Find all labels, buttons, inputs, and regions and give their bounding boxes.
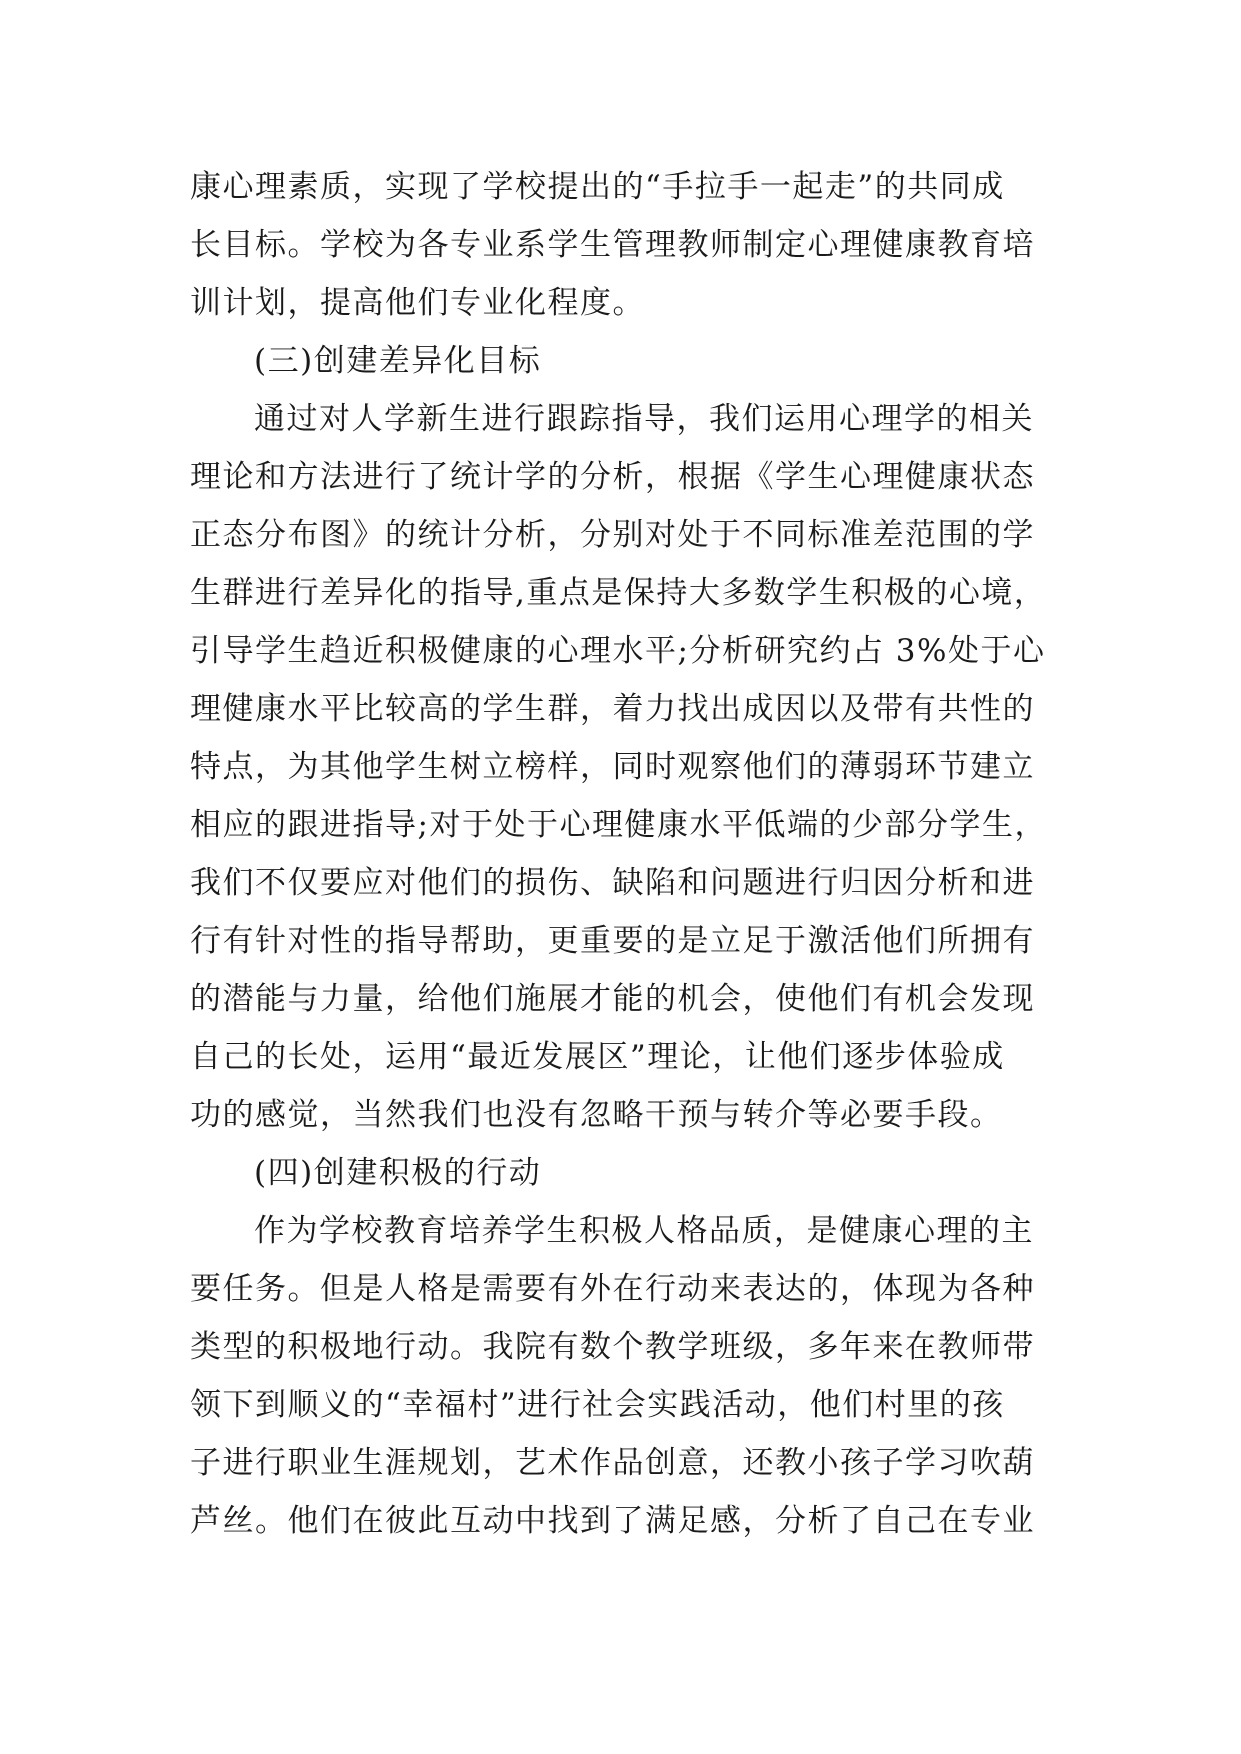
paragraph-line: 功的感觉，当然我们也没有忽略干预与转介等必要手段。: [190, 1097, 1003, 1133]
paragraph-line: 理论和方法进行了统计学的分析，根据《学生心理健康状态: [190, 459, 1035, 495]
paragraph-line: 要任务。但是人格是需要有外在行动来表达的，体现为各种: [190, 1271, 1035, 1307]
paragraph-line: 通过对人学新生进行跟踪指导，我们运用心理学的相关: [254, 401, 1034, 437]
paragraph-line: 相应的跟进指导;对于处于心理健康水平低端的少部分学生，: [190, 807, 1047, 843]
paragraph-line: 训计划，提高他们专业化程度。: [190, 285, 645, 321]
paragraph-line: 生群进行差异化的指导,重点是保持大多数学生积极的心境，: [190, 575, 1047, 611]
paragraph-line: 康心理素质，实现了学校提出的“手拉手一起走”的共同成: [190, 169, 1005, 205]
paragraph-line: 我们不仅要应对他们的损伤、缺陷和问题进行归因分析和进: [190, 865, 1035, 901]
section-heading-3: (三)创建差异化目标: [254, 343, 542, 379]
paragraph-line: 行有针对性的指导帮助，更重要的是立足于激活他们所拥有: [190, 923, 1035, 959]
paragraph-line: 的潜能与力量，给他们施展才能的机会，使他们有机会发现: [190, 981, 1035, 1017]
paragraph-line: 领下到顺义的“幸福村”进行社会实践活动，他们村里的孩: [190, 1387, 1005, 1423]
paragraph-line: 作为学校教育培养学生积极人格品质，是健康心理的主: [254, 1213, 1034, 1249]
paragraph-line: 正态分布图》的统计分析，分别对处于不同标准差范围的学: [190, 517, 1035, 553]
paragraph-line: 特点，为其他学生树立榜样，同时观察他们的薄弱环节建立: [190, 749, 1035, 785]
paragraph-line: 长目标。学校为各专业系学生管理教师制定心理健康教育培: [190, 227, 1035, 263]
paragraph-line: 理健康水平比较高的学生群，着力找出成因以及带有共性的: [190, 691, 1035, 727]
paragraph-line: 类型的积极地行动。我院有数个教学班级，多年来在教师带: [190, 1329, 1035, 1365]
section-heading-4: (四)创建积极的行动: [254, 1155, 542, 1191]
paragraph-line: 引导学生趋近积极健康的心理水平;分析研究约占 3%处于心: [190, 633, 1046, 669]
paragraph-line: 自己的长处，运用“最近发展区”理论，让他们逐步体验成: [190, 1039, 1005, 1075]
paragraph-line: 子进行职业生涯规划，艺术作品创意，还教小孩子学习吹葫: [190, 1445, 1035, 1481]
paragraph-line: 芦丝。他们在彼此互动中找到了满足感，分析了自己在专业: [190, 1503, 1035, 1539]
document-body: [190, 158, 1070, 1550]
